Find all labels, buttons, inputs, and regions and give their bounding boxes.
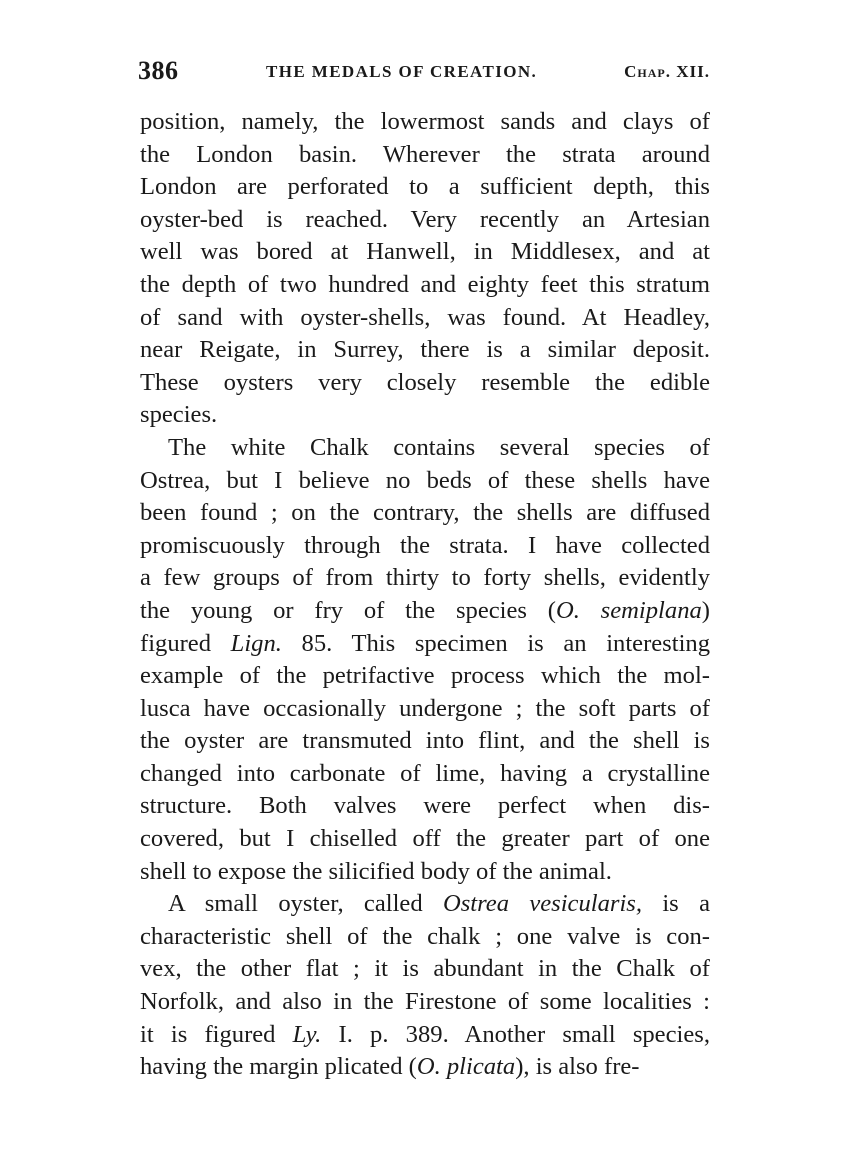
book-title: THE MEDALS OF CREATION. — [266, 62, 538, 81]
line-text: The white Chalk contains several species of — [168, 433, 710, 461]
line-text: figured — [140, 629, 231, 657]
text-line — [140, 628, 710, 661]
line-text: the depth of two hundred and eighty feet this stratum — [140, 270, 710, 298]
line-text: of sand with oyster-shells, was found. At Headley, — [140, 303, 710, 331]
text-line — [140, 725, 710, 758]
line-text: species. — [140, 401, 218, 429]
text-line — [140, 856, 710, 889]
italic-text: Ly. — [292, 1020, 322, 1048]
text-line — [140, 823, 710, 856]
line-text: ), is also fre- — [515, 1053, 640, 1081]
text-line — [140, 302, 710, 335]
line-text: structure. Both valves were perfect when dis- — [140, 792, 710, 820]
italic-text: O. plicata — [416, 1053, 516, 1081]
line-text: it is figured — [140, 1020, 293, 1048]
text-line — [140, 693, 710, 726]
italic-text: O. semiplana — [555, 596, 702, 624]
paragraph — [140, 888, 710, 1084]
text-line — [140, 595, 710, 628]
line-text: I. p. 389. Another small species, — [321, 1020, 710, 1048]
text-line — [140, 1051, 710, 1084]
text-line — [140, 465, 710, 498]
line-text: near Reigate, in Surrey, there is a similar deposit. — [140, 336, 710, 364]
line-text: the London basin. Wherever the strata around — [140, 140, 710, 168]
line-text: a few groups of from thirty to forty shells, evidently — [140, 564, 710, 592]
text-line — [140, 562, 710, 595]
line-text: position, namely, the lowermost sands and clays of — [140, 108, 710, 135]
line-text: vex, the other flat ; it is abundant in the Chalk of — [140, 955, 710, 983]
text-line — [140, 953, 710, 986]
text-line — [140, 986, 710, 1019]
text-line — [140, 106, 710, 139]
italic-text: Lign. — [230, 629, 282, 657]
line-text: 85. This specimen is an interesting — [281, 629, 711, 657]
text-line — [140, 758, 710, 791]
line-text: A small oyster, called — [168, 890, 443, 918]
line-text: shell to expose the silicified body of the animal. — [140, 857, 612, 885]
line-text: having the margin plicated ( — [140, 1053, 417, 1081]
line-text: London are perforated to a sufficient depth, this — [140, 173, 710, 201]
text-line — [140, 399, 710, 432]
text-line — [140, 432, 710, 465]
text-line — [140, 497, 710, 530]
line-text: been found ; on the contrary, the shells are diffused — [140, 499, 710, 527]
paragraph — [140, 106, 710, 432]
text-line — [140, 790, 710, 823]
page-number: 386 — [138, 56, 179, 85]
line-text: covered, but I chiselled off the greater part of one — [140, 825, 710, 853]
line-text: is a — [642, 890, 710, 918]
italic-text: Ostrea vesicularis, — [442, 890, 643, 918]
text-line — [140, 888, 710, 921]
text-line — [140, 367, 710, 400]
line-text: changed into carbonate of lime, having a crystalline — [140, 759, 710, 787]
line-text: example of the petrifactive process which the mol- — [140, 662, 710, 690]
line-text: well was bored at Hanwell, in Middlesex, and at — [140, 238, 710, 266]
line-text: characteristic shell of the chalk ; one valve is con- — [140, 922, 710, 950]
text-line — [140, 921, 710, 954]
line-text: oyster-bed is reached. Very recently an Artesian — [140, 205, 710, 233]
line-text: the young or fry of the species ( — [140, 596, 556, 624]
line-text: Ostrea, but I believe no beds of these shells have — [140, 466, 710, 494]
chapter-number: XII. — [676, 62, 710, 81]
text-line — [140, 1019, 710, 1052]
line-text: Norfolk, and also in the Firestone of some localities : — [140, 988, 710, 1016]
text-line — [140, 334, 710, 367]
text-line — [140, 139, 710, 172]
text-line — [140, 171, 710, 204]
chapter-label — [624, 62, 710, 82]
line-text: promiscuously through the strata. I have collected — [140, 531, 710, 559]
running-head — [138, 56, 710, 92]
text-line — [140, 236, 710, 269]
text-line — [140, 204, 710, 237]
paragraph — [140, 432, 710, 888]
body-text — [140, 106, 710, 1084]
chapter-word: Chap. — [624, 62, 671, 81]
line-text: lusca have occasionally undergone ; the soft parts of — [140, 694, 710, 722]
text-line — [140, 660, 710, 693]
line-text: ) — [701, 596, 710, 624]
line-text: the oyster are transmuted into flint, and the shell is — [140, 727, 710, 755]
text-line — [140, 269, 710, 302]
line-text: These oysters very closely resemble the edible — [140, 368, 710, 396]
text-line — [140, 530, 710, 563]
